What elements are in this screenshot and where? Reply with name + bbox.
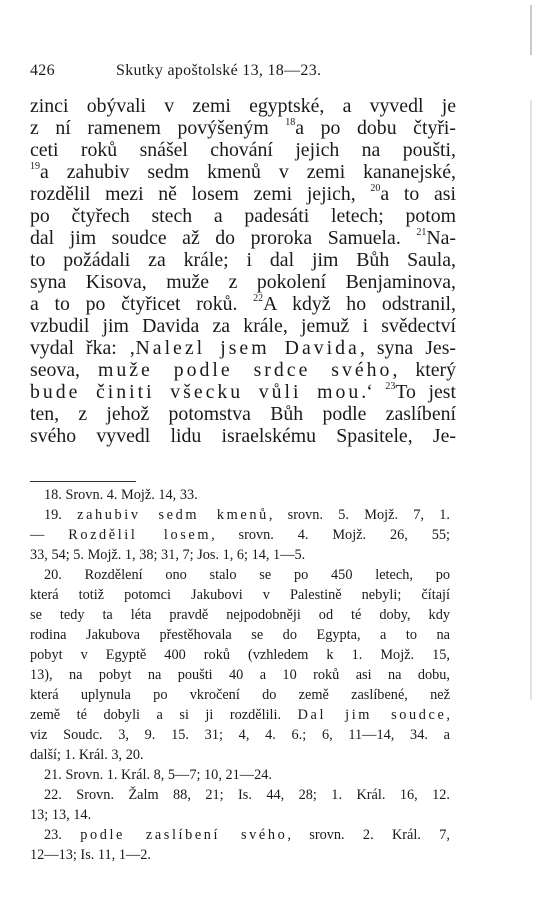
footnote-line: 19. zahubiv sedm kmenů, srovn. 5. Mojž. 7, 1. — [44, 507, 450, 523]
quotation-spaced: muže podle srdce svého — [97, 359, 393, 381]
text-line: seova, muže podle srdce svého, který — [30, 359, 456, 381]
verse-number: 19 — [30, 161, 40, 172]
text-line: ten, z jehož potomstva Bůh podle zaslíbení — [30, 403, 456, 425]
text-line: bude činiti všecku vůli mou.‘ $^{23}$To jest — [30, 381, 456, 403]
footnote-line: pobyt v Egyptě 400 roků (vzhledem k 1. Mojž. 15, — [30, 647, 450, 663]
text-line: dal jim soudce až do proroka Samuela. $^{21}$Na- — [30, 227, 456, 249]
text-line: po čtyřech stech a padesáti letech; potom — [30, 205, 456, 227]
footnote-line: 13; 13, 14. — [30, 807, 92, 823]
main-text — [30, 95, 456, 447]
text-line: svého vyvedl lidu israelskému Spasitele, Je- — [30, 425, 456, 447]
footnote-line: se tedy ta léta pravdě nejpodobněji od té doby, kdy — [30, 607, 450, 623]
footnote-line: rodina Jakubova přestěhovala se do Egypta, a to na — [30, 627, 450, 643]
text-line: zinci obývali v zemi egyptské, a vyvedl je — [30, 95, 456, 117]
text-line: $^{19}$a zahubiv sedm kmenů v zemi kananejské, — [30, 161, 456, 183]
text-line: vzbudil jim Davida za krále, jemuž i svědectví — [30, 315, 456, 337]
running-title: Skutky apoštolské 13, 18—23. — [116, 62, 322, 79]
footnote-line: země té dobyli a si ji rozdělili. Dal jim soudce, — [30, 707, 450, 723]
footnote-line: 13), na pobyt na poušti 40 a 10 roků asi na dobu, — [30, 667, 450, 683]
page-edge-mark — [530, 5, 532, 55]
footnote-line: 33, 54; 5. Mojž. 1, 38; 31, 7; Jos. 1, 6; 14, 1—5. — [30, 547, 306, 563]
footnote-line: 22. Srovn. Žalm 88, 21; Is. 44, 28; 1. Král. 16, 12. — [44, 787, 450, 803]
footnote-line: která totiž potomci Jakubovi v Palestině nebyli; čítají — [30, 587, 450, 603]
verse-number: 18 — [285, 117, 296, 128]
footnote-line: která uplynula po vkročení do země zaslíbené, než — [30, 687, 450, 703]
verse-number: 20 — [370, 183, 381, 194]
verse-number: 21 — [416, 227, 427, 238]
text-line: z ní ramenem povýšeným $^{18}$a po dobu čtyři- — [30, 117, 457, 139]
text-line: rozdělil mezi ně losem zemi jejich, $^{20}$a to asi — [30, 183, 456, 205]
footnote-line: 18. Srovn. 4. Mojž. 14, 33. — [44, 487, 198, 503]
footnote-line: 20. Rozdělení ono stalo se po 450 letech, po — [44, 567, 450, 583]
quotation-spaced: bude činiti všecku vůli mou — [30, 381, 362, 403]
text-line: a to po čtyřicet roků. $^{22}$A když ho odstranil, — [30, 293, 456, 315]
text-line: ceti roků snášel chování jejich na poušti, — [30, 139, 456, 161]
footnote-line: další; 1. Král. 3, 20. — [30, 747, 144, 763]
text-line: syna Kisova, muže z pokolení Benjaminova, — [30, 271, 456, 293]
quotation-spaced: Nalezl jsem Davida — [135, 337, 360, 359]
text-line: vydal řka: ‚Nalezl jsem Davida, syna Jes- — [30, 337, 456, 359]
verse-number: 23 — [385, 381, 396, 392]
page-edge-mark — [530, 100, 532, 700]
verse-number: 22 — [253, 293, 264, 304]
footnote-separator — [30, 481, 136, 482]
footnote-line: — Rozdělil losem, srovn. 4. Mojž. 26, 55; — [30, 527, 450, 543]
footnote-line: 12—13; Is. 11, 1—2. — [30, 847, 151, 863]
footnote-line: 21. Srovn. 1. Král. 8, 5—7; 10, 21—24. — [44, 767, 272, 783]
footnotes — [30, 485, 450, 865]
page-number: 426 — [30, 62, 55, 79]
footnote-line: viz Soudc. 3, 9. 15. 31; 4, 4. 6.; 6, 11—14, 34. a — [30, 727, 450, 743]
text-line: to požádali za krále; i dal jim Bůh Saula, — [30, 249, 456, 271]
footnote-line: 23. podle zaslíbení svého, srovn. 2. Král. 7, — [44, 827, 450, 843]
